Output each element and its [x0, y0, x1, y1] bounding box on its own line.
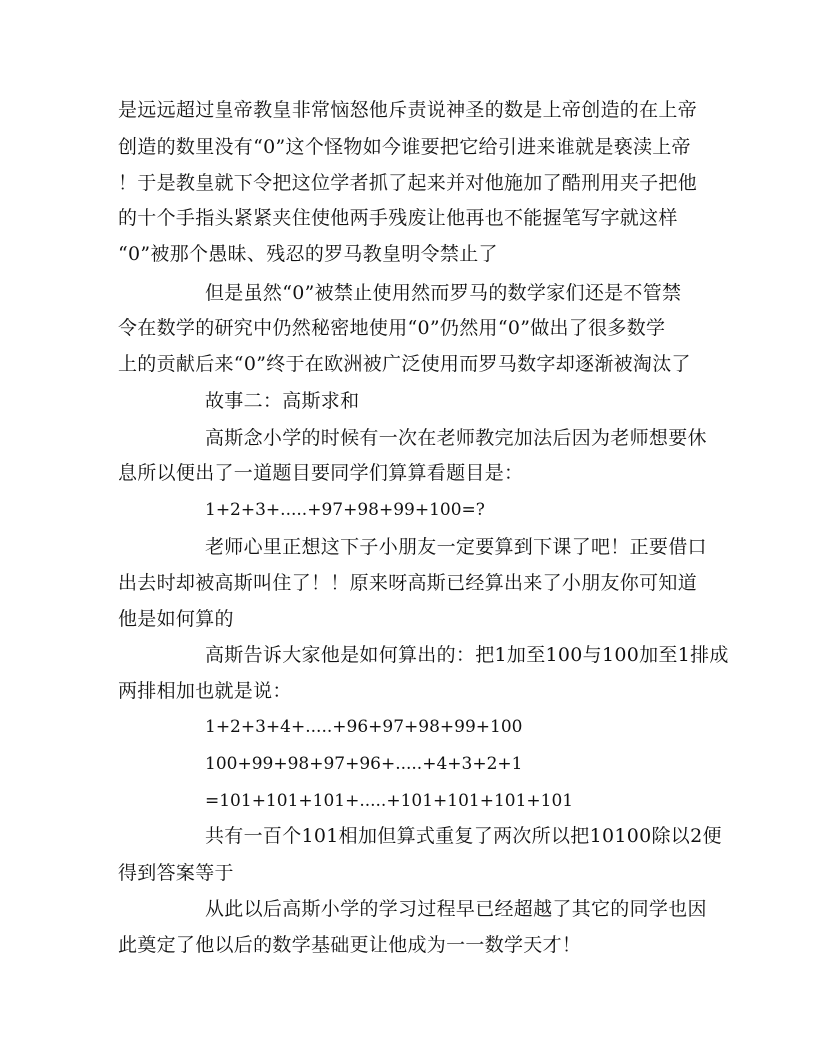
paragraph-line: 共有一百个101相加但算式重复了两次所以把10100除以2便 [205, 825, 722, 847]
math-expression: 1+2+3+.....+97+98+99+100=? [205, 500, 485, 520]
paragraph-line: 老师心里正想这下子小朋友一定要算到下课了吧！正要借口 [205, 536, 707, 558]
paragraph-line: 的十个手指头紧紧夹住使他两手残废让他再也不能握笔写字就这样 [118, 207, 678, 229]
math-expression: =101+101+101+.....+101+101+101+101 [205, 791, 574, 811]
paragraph-line: ！于是教皇就下令把这位学者抓了起来并对他施加了酷刑用夹子把他 [118, 172, 698, 194]
paragraph-line: 但是虽然“0”被禁止使用然而罗马的数学家们还是不管禁 [205, 282, 682, 304]
paragraph-line: 得到答案等于 [118, 862, 234, 884]
paragraph-line: 上的贡献后来“0”终于在欧洲被广泛使用而罗马数字却逐渐被淘汰了 [118, 353, 691, 375]
paragraph-line: 息所以便出了一道题目要同学们算算看题目是： [118, 462, 524, 484]
paragraph-line: 创造的数里没有“0”这个怪物如今谁要把它给引进来谁就是亵渎上帝 [118, 136, 691, 158]
paragraph-line: 高斯告诉大家他是如何算出的：把1加至100与100加至1排成 [205, 644, 729, 666]
math-expression: 1+2+3+4+.....+96+97+98+99+100 [205, 717, 523, 737]
paragraph-line: 令在数学的研究中仍然秘密地使用“0”仍然用“0”做出了很多数学 [118, 317, 666, 339]
paragraph-line: “0”被那个愚昧、残忍的罗马教皇明令禁止了 [118, 243, 498, 265]
paragraph-line: 两排相加也就是说： [118, 680, 292, 702]
paragraph-line: 他是如何算的 [118, 608, 234, 630]
math-expression: 100+99+98+97+96+.....+4+3+2+1 [205, 754, 523, 774]
paragraph-line: 出去时却被高斯叫住了！！原来呀高斯已经算出来了小朋友你可知道 [118, 572, 698, 594]
paragraph-line: 从此以后高斯小学的学习过程早已经超越了其它的同学也因 [205, 898, 707, 920]
paragraph-line: 此奠定了他以后的数学基础更让他成为一一数学天才！ [118, 934, 582, 956]
paragraph-line: 是远远超过皇帝教皇非常恼怒他斥责说神圣的数是上帝创造的在上帝 [118, 99, 698, 121]
section-heading: 故事二：高斯求和 [205, 390, 360, 412]
paragraph-line: 高斯念小学的时候有一次在老师教完加法后因为老师想要休 [205, 427, 707, 449]
